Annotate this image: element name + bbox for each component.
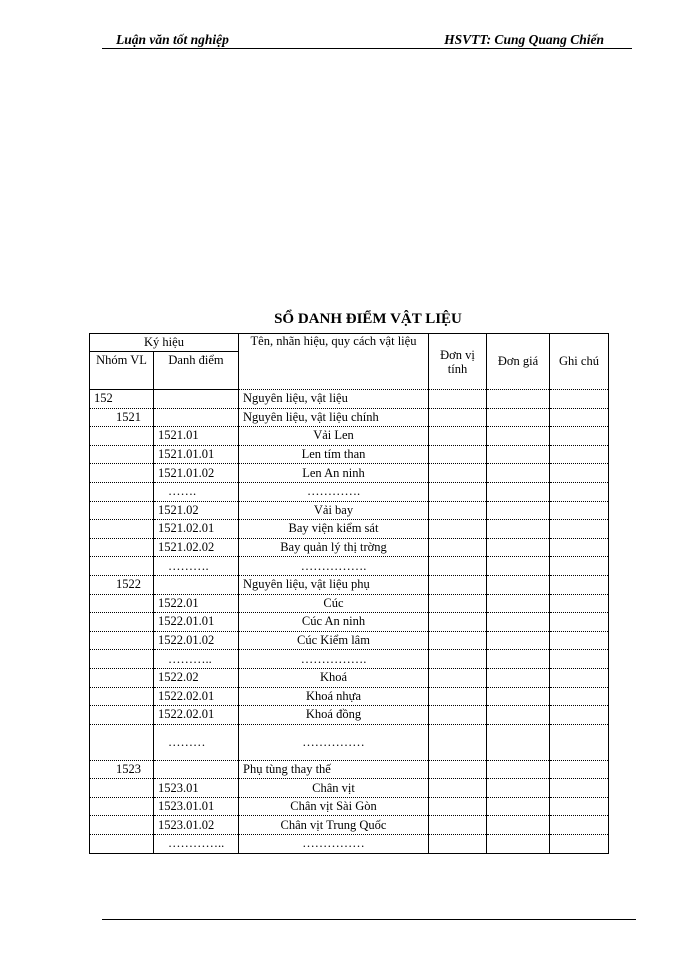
table-row [90, 668, 609, 687]
cell-nhom-vl [90, 445, 154, 464]
cell-ghi-chu [550, 408, 609, 427]
table-row [90, 835, 609, 854]
cell-ghi-chu [550, 538, 609, 557]
cell-ghi-chu [550, 445, 609, 464]
cell-don-vi-tinh [429, 575, 487, 594]
column-header-danh-diem: Danh điểm [154, 352, 239, 390]
table-body [90, 390, 609, 854]
cell-danh-diem: 1523.01.02 [154, 816, 239, 835]
cell-danh-diem: ……….. [154, 650, 239, 669]
cell-nhom-vl [90, 650, 154, 669]
cell-don-gia [487, 445, 550, 464]
cell-danh-diem: 1522.02 [154, 668, 239, 687]
cell-don-vi-tinh [429, 613, 487, 632]
cell-nhom-vl [90, 797, 154, 816]
cell-nhom-vl [90, 706, 154, 725]
table-row [90, 687, 609, 706]
table-row [90, 482, 609, 501]
cell-don-vi-tinh [429, 464, 487, 483]
cell-ghi-chu [550, 557, 609, 576]
cell-nhom-vl: 1521 [90, 408, 154, 427]
cell-nhom-vl [90, 687, 154, 706]
cell-nhom-vl [90, 668, 154, 687]
cell-ten-vat-lieu: Cúc An ninh [239, 613, 429, 632]
cell-danh-diem: 1522.02.01 [154, 687, 239, 706]
cell-ghi-chu [550, 724, 609, 760]
cell-nhom-vl: 1523 [90, 760, 154, 779]
cell-ten-vat-lieu: Bay quản lý thị trờng [239, 538, 429, 557]
cell-danh-diem: ………. [154, 557, 239, 576]
cell-ghi-chu [550, 816, 609, 835]
cell-ten-vat-lieu: Len An ninh [239, 464, 429, 483]
table-row [90, 613, 609, 632]
cell-danh-diem [154, 390, 239, 409]
cell-ten-vat-lieu: Cúc Kiểm lâm [239, 631, 429, 650]
cell-nhom-vl [90, 501, 154, 520]
cell-don-vi-tinh [429, 538, 487, 557]
column-header-ky-hieu: Ký hiệu [90, 334, 239, 352]
cell-don-vi-tinh [429, 427, 487, 446]
header-thesis-label: Luận văn tốt nghiệp [116, 32, 229, 47]
cell-don-vi-tinh [429, 816, 487, 835]
cell-ghi-chu [550, 668, 609, 687]
cell-ten-vat-lieu: Chân vịt Sài Gòn [239, 797, 429, 816]
table-row [90, 464, 609, 483]
cell-ten-vat-lieu: Khoá đồng [239, 706, 429, 725]
cell-nhom-vl [90, 427, 154, 446]
cell-danh-diem: 1522.02.01 [154, 706, 239, 725]
cell-don-vi-tinh [429, 445, 487, 464]
cell-don-gia [487, 464, 550, 483]
cell-don-gia [487, 390, 550, 409]
table-row [90, 724, 609, 760]
cell-don-gia [487, 797, 550, 816]
cell-don-gia [487, 724, 550, 760]
cell-nhom-vl [90, 520, 154, 539]
cell-nhom-vl [90, 482, 154, 501]
table-row [90, 501, 609, 520]
cell-ghi-chu [550, 594, 609, 613]
cell-nhom-vl [90, 779, 154, 798]
column-header-don-vi-tinh: Đơn vị tính [429, 334, 487, 390]
cell-don-vi-tinh [429, 760, 487, 779]
cell-ten-vat-lieu: …………… [239, 835, 429, 854]
table-row [90, 520, 609, 539]
cell-ghi-chu [550, 650, 609, 669]
cell-don-gia [487, 613, 550, 632]
cell-don-gia [487, 520, 550, 539]
table-row [90, 538, 609, 557]
cell-ghi-chu [550, 613, 609, 632]
cell-don-gia [487, 835, 550, 854]
cell-nhom-vl [90, 594, 154, 613]
cell-nhom-vl [90, 724, 154, 760]
cell-don-vi-tinh [429, 668, 487, 687]
cell-danh-diem: 1521.01.01 [154, 445, 239, 464]
cell-ten-vat-lieu: …………. [239, 482, 429, 501]
table-row [90, 575, 609, 594]
cell-ghi-chu [550, 779, 609, 798]
cell-don-vi-tinh [429, 631, 487, 650]
cell-don-gia [487, 816, 550, 835]
cell-danh-diem: 1523.01.01 [154, 797, 239, 816]
cell-ten-vat-lieu: Cúc [239, 594, 429, 613]
cell-danh-diem: 1521.01.02 [154, 464, 239, 483]
cell-ghi-chu [550, 501, 609, 520]
table-row [90, 816, 609, 835]
table-row [90, 445, 609, 464]
cell-danh-diem: 1521.02 [154, 501, 239, 520]
cell-danh-diem: 1521.02.02 [154, 538, 239, 557]
cell-don-gia [487, 668, 550, 687]
cell-nhom-vl [90, 557, 154, 576]
cell-don-vi-tinh [429, 724, 487, 760]
cell-don-vi-tinh [429, 706, 487, 725]
cell-don-gia [487, 760, 550, 779]
column-header-ghi-chu: Ghi chú [550, 334, 609, 390]
cell-danh-diem: ………….. [154, 835, 239, 854]
cell-don-vi-tinh [429, 594, 487, 613]
cell-danh-diem: 1521.01 [154, 427, 239, 446]
cell-ghi-chu [550, 797, 609, 816]
table-row [90, 594, 609, 613]
cell-ten-vat-lieu: Vải Len [239, 427, 429, 446]
cell-ten-vat-lieu: Bay viện kiểm sát [239, 520, 429, 539]
cell-don-gia [487, 538, 550, 557]
table-row [90, 631, 609, 650]
cell-danh-diem [154, 575, 239, 594]
cell-ten-vat-lieu: Chân vịt Trung Quốc [239, 816, 429, 835]
cell-don-gia [487, 779, 550, 798]
cell-don-vi-tinh [429, 557, 487, 576]
cell-danh-diem: ……. [154, 482, 239, 501]
table-row [90, 797, 609, 816]
cell-don-gia [487, 427, 550, 446]
cell-don-vi-tinh [429, 835, 487, 854]
table-row [90, 760, 609, 779]
table-row [90, 427, 609, 446]
cell-don-vi-tinh [429, 797, 487, 816]
column-header-don-gia: Đơn giá [487, 334, 550, 390]
cell-danh-diem [154, 760, 239, 779]
cell-don-vi-tinh [429, 650, 487, 669]
cell-ten-vat-lieu: Phụ tùng thay thế [239, 760, 429, 779]
cell-don-vi-tinh [429, 501, 487, 520]
cell-ghi-chu [550, 520, 609, 539]
table-row [90, 706, 609, 725]
cell-don-gia [487, 650, 550, 669]
cell-nhom-vl [90, 816, 154, 835]
table-row [90, 650, 609, 669]
material-code-table [89, 333, 609, 854]
header-author: HSVTT: Cung Quang Chiến [444, 32, 604, 47]
cell-don-gia [487, 408, 550, 427]
cell-don-vi-tinh [429, 408, 487, 427]
cell-nhom-vl [90, 464, 154, 483]
cell-don-gia [487, 557, 550, 576]
cell-ghi-chu [550, 760, 609, 779]
cell-ghi-chu [550, 464, 609, 483]
cell-danh-diem: 1522.01 [154, 594, 239, 613]
column-header-ten: Tên, nhãn hiệu, quy cách vật liệu [239, 334, 429, 390]
cell-don-gia [487, 482, 550, 501]
cell-ten-vat-lieu: Vải bay [239, 501, 429, 520]
cell-ghi-chu [550, 835, 609, 854]
cell-ten-vat-lieu: Nguyên liệu, vật liệu chính [239, 408, 429, 427]
cell-nhom-vl: 152 [90, 390, 154, 409]
cell-don-gia [487, 631, 550, 650]
cell-danh-diem: ……… [154, 724, 239, 760]
cell-ghi-chu [550, 706, 609, 725]
cell-ten-vat-lieu: Nguyên liệu, vật liệu phụ [239, 575, 429, 594]
cell-danh-diem: 1522.01.01 [154, 613, 239, 632]
cell-ten-vat-lieu: Khoá [239, 668, 429, 687]
cell-don-gia [487, 687, 550, 706]
cell-ghi-chu [550, 482, 609, 501]
page-header [102, 30, 632, 49]
cell-danh-diem: 1523.01 [154, 779, 239, 798]
cell-ten-vat-lieu: Nguyên liệu, vật liệu [239, 390, 429, 409]
cell-don-gia [487, 594, 550, 613]
cell-ghi-chu [550, 687, 609, 706]
cell-nhom-vl [90, 538, 154, 557]
cell-nhom-vl [90, 613, 154, 632]
table-row [90, 779, 609, 798]
cell-ghi-chu [550, 575, 609, 594]
cell-ghi-chu [550, 390, 609, 409]
cell-don-gia [487, 706, 550, 725]
cell-don-vi-tinh [429, 482, 487, 501]
table-row [90, 390, 609, 409]
cell-don-vi-tinh [429, 390, 487, 409]
cell-nhom-vl [90, 631, 154, 650]
cell-don-vi-tinh [429, 520, 487, 539]
cell-ten-vat-lieu: ……………. [239, 557, 429, 576]
footer-rule [102, 919, 636, 920]
document-title: SỔ DANH ĐIỂM VẬT LIỆU [274, 311, 462, 327]
cell-ten-vat-lieu: …………… [239, 724, 429, 760]
cell-nhom-vl: 1522 [90, 575, 154, 594]
cell-nhom-vl [90, 835, 154, 854]
cell-don-gia [487, 575, 550, 594]
column-header-nhom-vl: Nhóm VL [90, 352, 154, 390]
cell-danh-diem [154, 408, 239, 427]
cell-ten-vat-lieu: Chân vịt [239, 779, 429, 798]
cell-ten-vat-lieu: Len tím than [239, 445, 429, 464]
cell-don-gia [487, 501, 550, 520]
cell-ten-vat-lieu: ……………. [239, 650, 429, 669]
cell-danh-diem: 1521.02.01 [154, 520, 239, 539]
cell-ghi-chu [550, 427, 609, 446]
table-row [90, 557, 609, 576]
cell-don-vi-tinh [429, 779, 487, 798]
cell-ten-vat-lieu: Khoá nhựa [239, 687, 429, 706]
cell-don-vi-tinh [429, 687, 487, 706]
table-row [90, 408, 609, 427]
cell-ghi-chu [550, 631, 609, 650]
cell-danh-diem: 1522.01.02 [154, 631, 239, 650]
